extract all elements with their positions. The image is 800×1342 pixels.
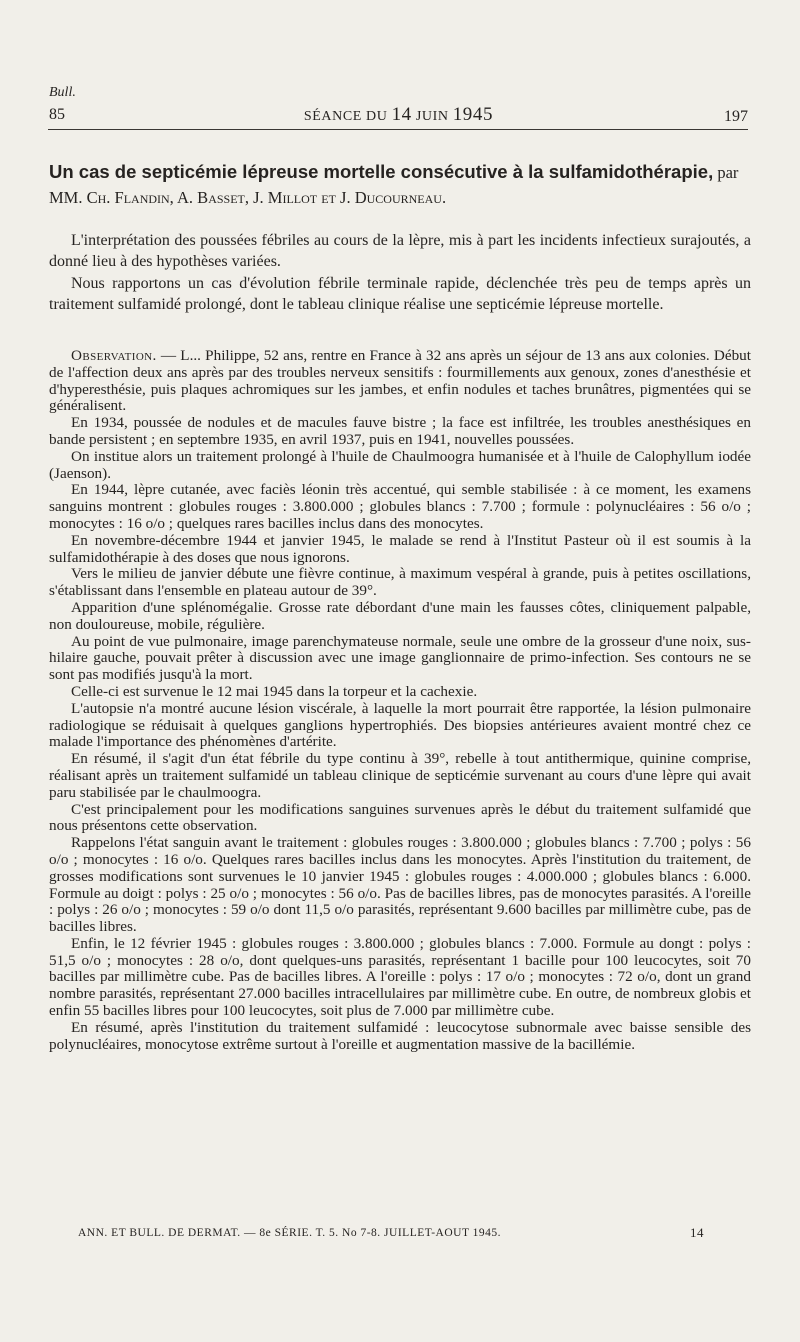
body-paragraph: En résumé, il s'agit d'un état fébrile du type continu à 39°, rebelle à tout antithermique, quinine comprise, réalisant après un traitement sulfamidé un tableau clinique de septicémie survenant au cours d'une lèpre qui avait paru stabilisée par le chaulmoogra.: [49, 750, 751, 801]
body-paragraph: Celle-ci est survenue le 12 mai 1945 dans la torpeur et la cachexie.: [71, 682, 478, 700]
observation-label: Observation.: [71, 347, 157, 364]
observation-section: [49, 348, 751, 1053]
signature-number: 14: [690, 1225, 704, 1240]
body-paragraph: Apparition d'une splénomégalie. Grosse rate débordant d'une main les fausses côtes, cliniquement palpable, non douloureuse, mobile, régulière.: [49, 598, 751, 633]
article-title-main: Un cas de septicémie lépreuse mortelle consécutive à la sulfamidothérapie,: [49, 161, 714, 182]
intro-paragraph: Nous rapportons un cas d'évolution fébrile terminale rapide, déclenchée très peu de temps après un traitement sulfamidé prolongé, dont le tableau clinique réalise une septicémie lépreuse mortelle.: [49, 274, 751, 313]
introduction: [49, 230, 751, 315]
body-paragraph: Enfin, le 12 février 1945 : globules rouges : 3.800.000 ; globules blancs : 7.000. Formule au dongt : polys : 51,5 o/o ; monocytes : 28 o/o, dont quelques-uns parasités, représentant 1 bacille pour 100 leucocytes, soit 70 bacilles par millimètre cube. Pas de bacilles libres. A l'oreille : polys : 17 o/o ; monocytes : 72 o/o, dont un grand nombre parasités, représentant 27.000 bacilles intracellulaires par millimètre cube. En outre, de nombreux globis et enfin 55 bacilles libres pour 100 leucocytes, soit plus de 7.000 par millimètre cube.: [49, 934, 751, 1020]
body-paragraph: C'est principalement pour les modifications sanguines survenues après le début du traitement sulfamidé que nous présentons cette observation.: [49, 800, 751, 835]
session-day: 14: [391, 104, 412, 125]
body-paragraph: En 1934, poussée de nodules et de macules fauve bistre ; la face est infiltrée, les troubles anesthésiques en bande persistent ; en septembre 1935, en avril 1937, puis en 1941, nouvelles poussées.: [49, 414, 751, 448]
seance-prefix: SÉANCE DU: [303, 109, 392, 124]
bull-label: Bull.: [49, 85, 76, 100]
journal-footer: [78, 1227, 704, 1239]
body-paragraph: En novembre-décembre 1944 et janvier 1945, le malade se rend à l'Institut Pasteur où il est soumis à la sulfamidothérapie à des doses que nous ignorons.: [49, 531, 751, 566]
session-year: 1945: [452, 104, 494, 125]
intro-paragraph: L'interprétation des poussées fébriles au cours de la lèpre, mis à part les incidents infectieux surajoutés, a donné lieu à des hypothèses variées.: [49, 232, 751, 271]
body-paragraph: Au point de vue pulmonaire, image parenchymateuse normale, seule une ombre de la grosseur d'une noix, sus-hilaire gauche, pouvait prêter à discussion avec une image ganglionnaire de primo-infection. Ses contours ne se sont pas modifiés jusqu'à la mort.: [49, 632, 751, 684]
session-heading: [49, 104, 748, 126]
footer-citation: ANN. ET BULL. DE DERMAT. — 8e SÉRIE. T. 5. No 7-8. JUILLET-AOUT 1945.: [78, 1227, 502, 1239]
article-authors: Ch. Flandin, A. Basset, J. Millot et J. Ducourneau.: [86, 188, 447, 207]
page-number: 197: [724, 108, 748, 125]
article-title-by: par MM.: [49, 163, 739, 207]
body-paragraph: On institue alors un traitement prolongé à l'huile de Chaulmoogra humanisée et à l'huile de Calophyllum iodée (Jaenson).: [49, 447, 751, 482]
body-paragraph: [49, 348, 751, 415]
body-paragraph: Vers le milieu de janvier débute une fièvre continue, à maximum vespéral à grande, puis à petites oscillations, s'établissant dans l'ensemble en plateau autour de 39°.: [49, 565, 751, 600]
header-left-number: 85: [49, 106, 65, 123]
body-paragraph: Rappelons l'état sanguin avant le traitement : globules rouges : 3.800.000 ; globules blancs : 7.700 ; polys : 56 o/o ; monocytes : 16 o/o. Quelques rares bacilles inclus dans les monocytes. Après l'institution du traitement, de grosses modifications sont survenues le 10 janvier 1945 : globules rouges : 4.000.000 ; globules blancs : 6.000. Formule au doigt : polys : 25 o/o ; monocytes : 56 o/o. Pas de bacilles libres, pas de monocytes parasités. A l'oreille : polys : 26 o/o ; monocytes : 59 o/o dont 11,5 o/o parasités, représentant 9.600 bacilles par millimètre cube, pas de bacilles libres.: [49, 834, 751, 936]
body-paragraph: En résumé, après l'institution du traitement sulfamidé : leucocytose subnormale avec baisse sensible des polynucléaires, monocytose extrême surtout à l'oreille et augmentation massive de la bacillémie.: [49, 1018, 751, 1053]
body-paragraph: En 1944, lèpre cutanée, avec faciès léonin très accentué, qui semble stabilisée : à ce moment, les examens sanguins montrent : globules rouges : 3.800.000 ; globules blancs : 7.700 ; formule : polynucléaires : 56 o/o ; monocytes : 16 o/o ; quelques rares bacilles inclus dans des monocytes.: [49, 481, 751, 532]
body-paragraph: L'autopsie n'a montré aucune lésion viscérale, à laquelle la mort pourrait être rapportée, la lésion pulmonaire radiologique se réduisait à quelques ganglions hypertrophiés. Des biopsies antérieures avaient montré chez ce malade l'importance des phénomènes d'artérite.: [49, 699, 751, 751]
session-month: JUIN: [411, 109, 453, 124]
running-header: [49, 104, 748, 130]
header-rule: [48, 129, 748, 130]
article-title: [49, 160, 752, 210]
observation-text: — L... Philippe, 52 ans, rentre en France à 32 ans après un séjour de 13 ans aux colonies. Début de l'affection deux ans après par des troubles nerveux sensitifs : fourmillements aux genoux, zones d'anesthésie et d'hyperesthésie, puis plaques achromiques sur les jambes, et enfin nodules et taches brunâtres, pigmentées qui se généralisent.: [49, 347, 751, 415]
